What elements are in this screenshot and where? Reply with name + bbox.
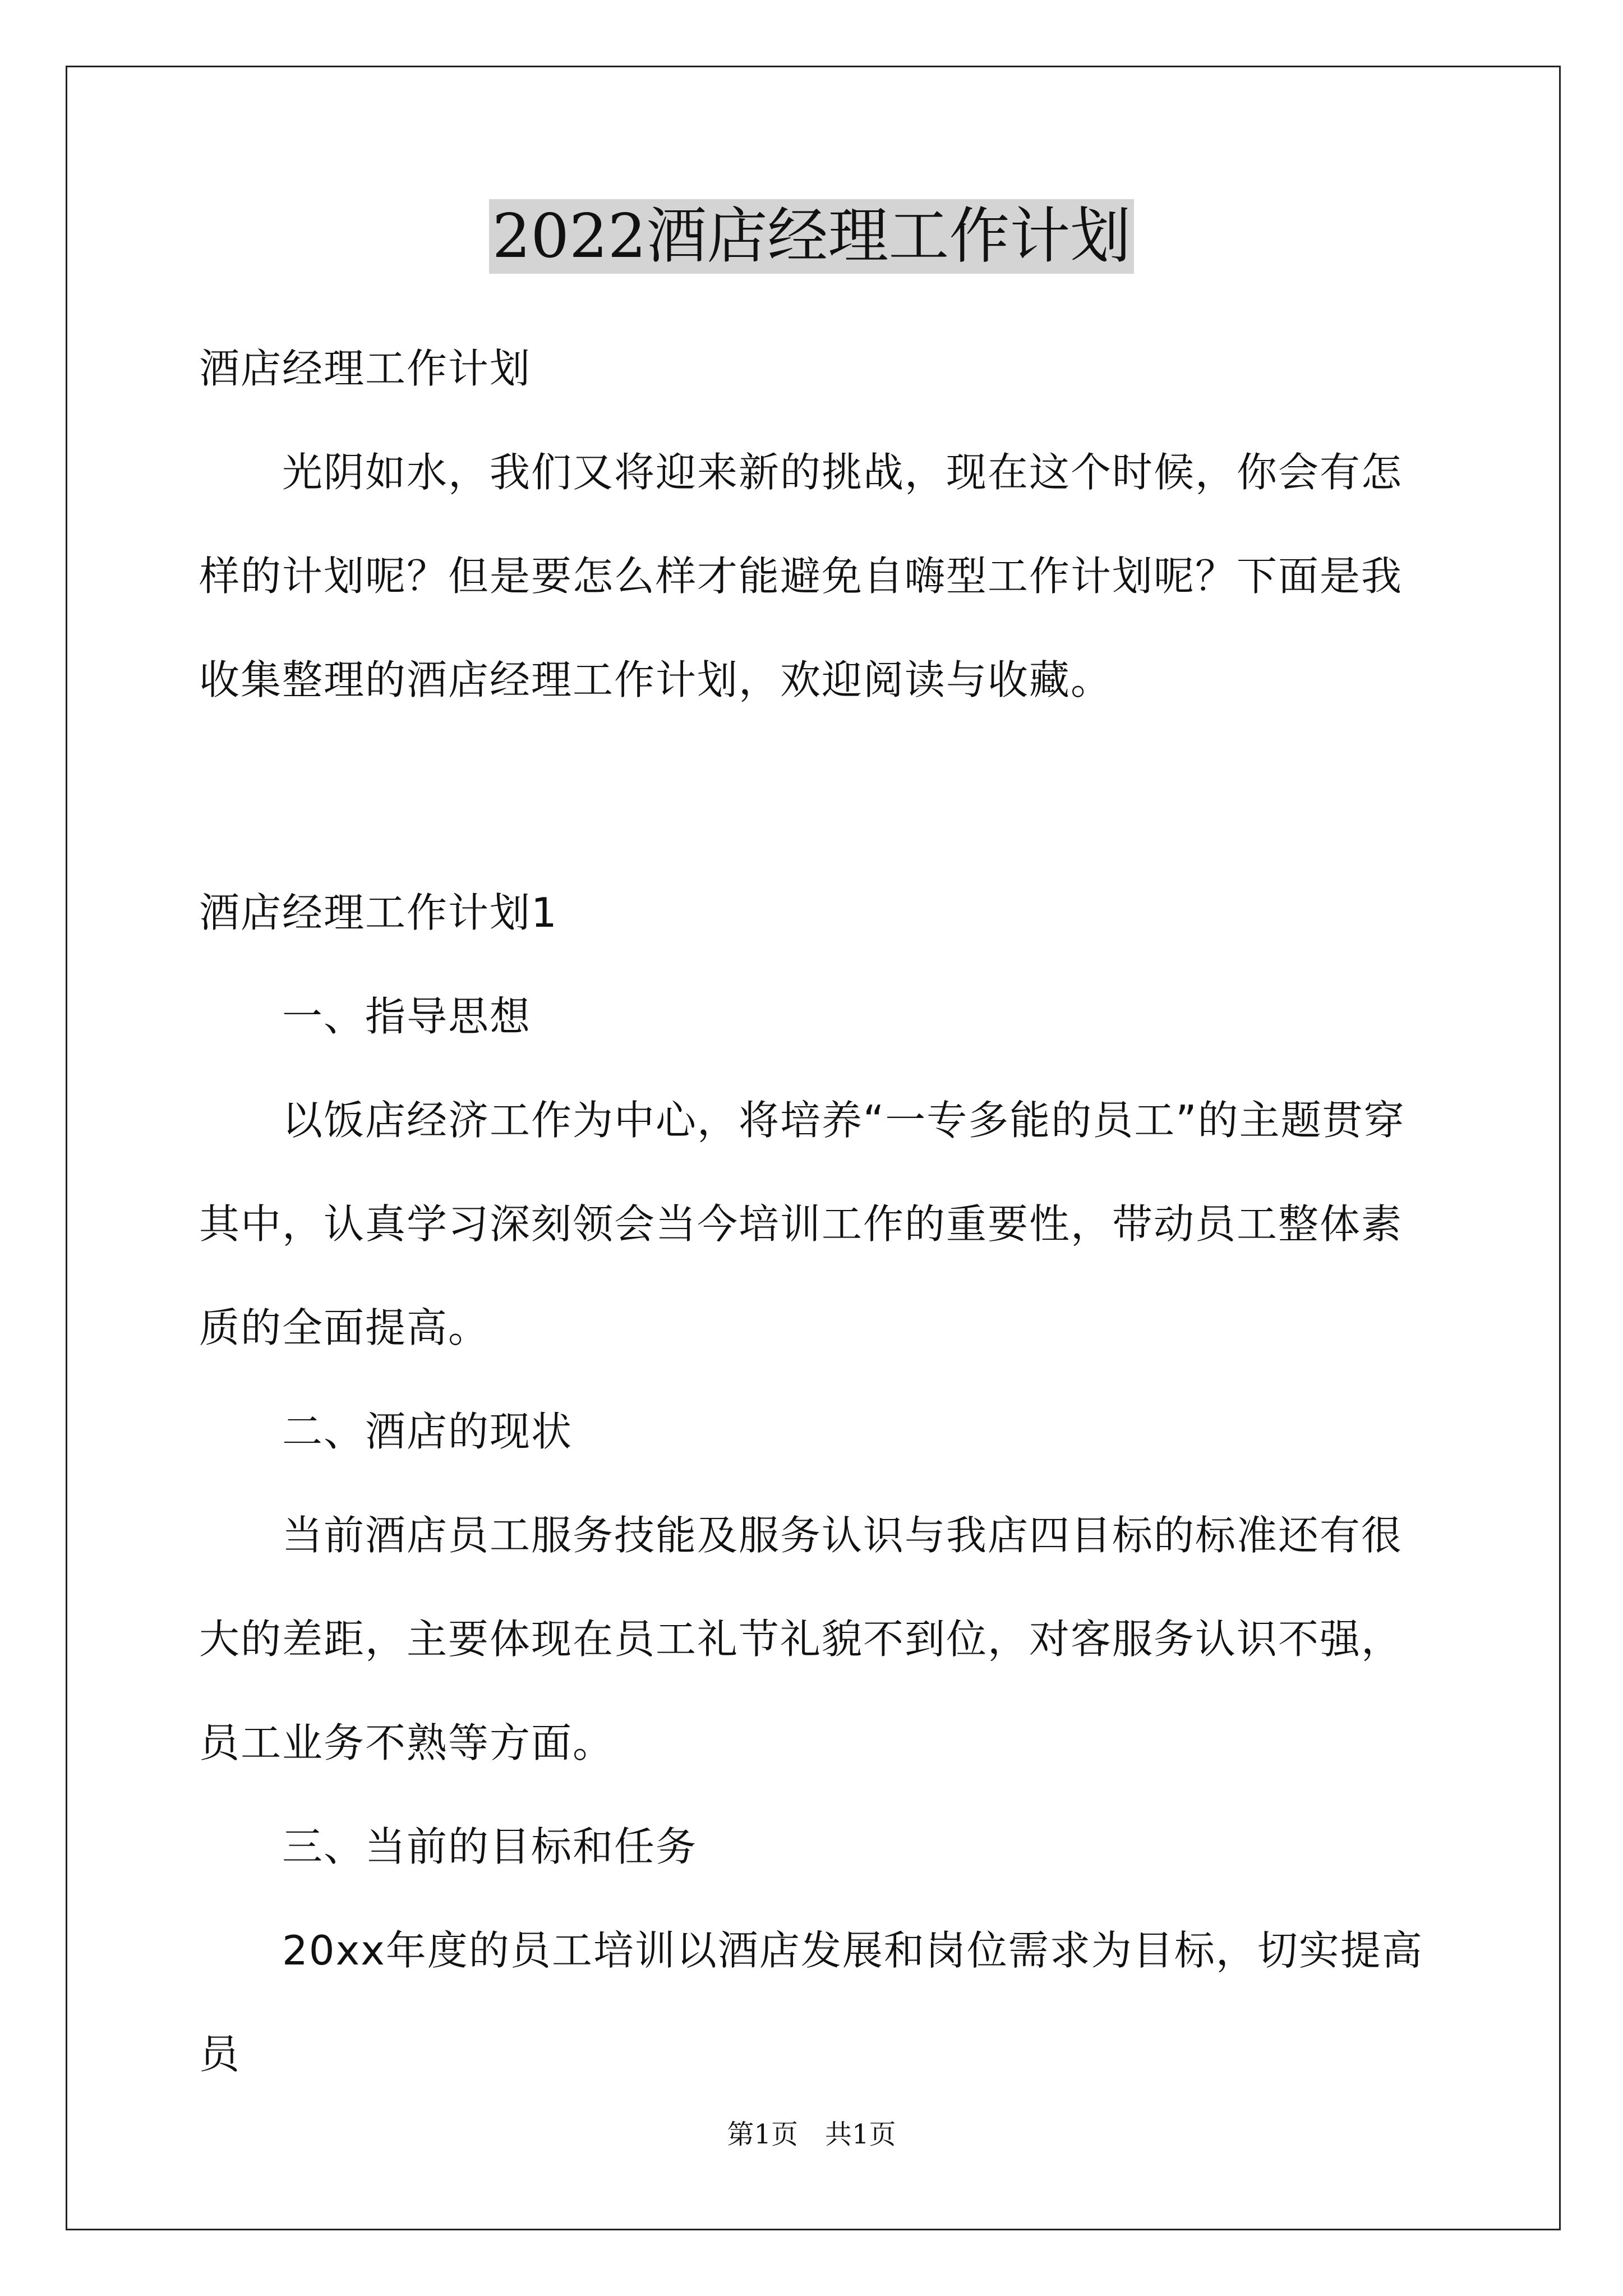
section-title: 酒店经理工作计划1 — [199, 889, 558, 936]
heading-guiding-ideology: 一、指导思想 — [282, 993, 532, 1040]
paragraph-hotel-status: 当前酒店员工服务技能及服务认识与我店四目标的标准还有很大的差距，主要体现在员工礼节礼貌不到位，对客服务认识不强，员工业务不熟等方面。 — [199, 1512, 1403, 1766]
title-text: 2022酒店经理工作计划 — [489, 199, 1135, 274]
document-title — [0, 197, 1623, 276]
heading-goals-tasks: 三、当前的目标和任务 — [282, 1823, 698, 1870]
subtitle: 酒店经理工作计划 — [199, 345, 532, 392]
paragraph-goals-tasks: 20xx年度的员工培训以酒店发展和岗位需求为目标，切实提高员 — [199, 1927, 1423, 2078]
intro-paragraph: 光阴如水，我们又将迎来新的挑战，现在这个时候，你会有怎样的计划呢？但是要怎么样才能避免自嗨型工作计划呢？下面是我收集整理的酒店经理工作计划，欢迎阅读与收藏。 — [199, 449, 1403, 703]
page-footer: 第1页 共1页 — [727, 2119, 896, 2150]
heading-hotel-status: 二、酒店的现状 — [282, 1408, 573, 1455]
paragraph-guiding-ideology: 以饭店经济工作为中心，将培养“一专多能的员工”的主题贯穿其中，认真学习深刻领会当今培训工作的重要性，带动员工整体素质的全面提高。 — [199, 1097, 1405, 1351]
